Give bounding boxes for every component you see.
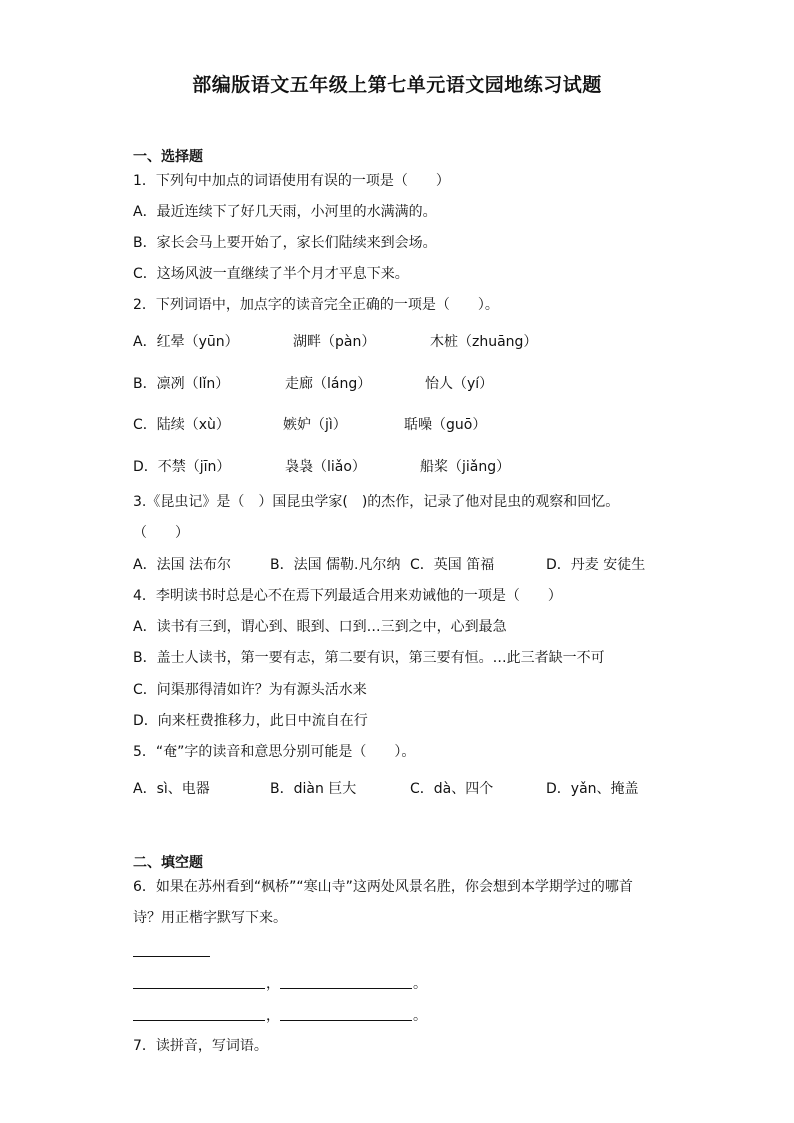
q3-option-a: A．法国 法布尔 <box>133 557 232 573</box>
q2-option-a-word3: 木桩（zhuāng） <box>430 334 538 350</box>
q2-option-b-word2: 走廊（láng） <box>285 376 372 392</box>
q6-line2-blank1[interactable] <box>133 1020 265 1021</box>
q6-line2-period: 。 <box>413 1008 427 1024</box>
q4-option-d: D．向来枉费推移力，此日中流自在行 <box>133 713 368 729</box>
q1-stem: 1．下列句中加点的词语使用有误的一项是（ ） <box>133 173 450 189</box>
q2-option-c-word2: 嫉妒（jì） <box>283 417 347 433</box>
q2-option-d-word1: D．不禁（jīn） <box>133 459 231 475</box>
q4-option-b: B．盖士人读书，第一要有志，第二要有识，第三要有恒。…此三者缺一不可 <box>133 650 605 666</box>
q2-option-a-word1: A．红晕（yūn） <box>133 334 239 350</box>
q6-line1-blank2[interactable] <box>280 988 412 989</box>
q6-line1-period: 。 <box>413 976 427 992</box>
q2-option-a-word2: 湖畔（pàn） <box>293 334 376 350</box>
q3-option-d: D．丹麦 安徒生 <box>546 557 646 573</box>
q3-answer-paren: （ ） <box>133 525 189 541</box>
q6-stem-line2: 诗？用正楷字默写下来。 <box>133 910 287 926</box>
q5-option-c: C．dà、四个 <box>410 781 494 797</box>
q2-option-c-word3: 聒噪（guō） <box>404 417 487 433</box>
q5-option-a: A．sì、电器 <box>133 781 210 797</box>
section-heading-fill: 二、填空题 <box>133 855 203 871</box>
q4-stem: 4．李明读书时总是心不在焉下列最适合用来劝诫他的一项是（ ） <box>133 588 562 604</box>
q1-option-c: C．这场风波一直继续了半个月才平息下来。 <box>133 266 409 282</box>
section-heading-choice: 一、选择题 <box>133 149 203 165</box>
page-title: 部编版语文五年级上第七单元语文园地练习试题 <box>192 74 602 96</box>
q1-option-a: A．最近连续下了好几天雨，小河里的水满满的。 <box>133 204 437 220</box>
q2-option-c-word1: C．陆续（xù） <box>133 417 230 433</box>
q4-option-a: A．读书有三到，谓心到、眼到、口到…三到之中，心到最急 <box>133 619 507 635</box>
q6-title-blank[interactable] <box>133 956 210 957</box>
q5-option-b: B．diàn 巨大 <box>270 781 357 797</box>
q4-option-c: C．问渠那得清如许？为有源头活水来 <box>133 682 367 698</box>
q2-option-b-word1: B．凛冽（lǐn） <box>133 376 230 392</box>
q7-stem: 7．读拼音，写词语。 <box>133 1038 268 1054</box>
q6-stem-line1: 6．如果在苏州看到“枫桥”“寒山寺”这两处风景名胜，你会想到本学期学过的哪首 <box>133 879 633 895</box>
q3-option-c: C．英国 笛福 <box>410 557 495 573</box>
q2-option-b-word3: 怡人（yí） <box>425 376 494 392</box>
q5-stem: 5．“奄”字的读音和意思分别可能是（ ）。 <box>133 744 416 760</box>
q6-line2-comma: ， <box>266 1008 280 1024</box>
q2-option-d-word3: 船桨（jiǎng） <box>420 459 511 475</box>
q6-line1-blank1[interactable] <box>133 988 265 989</box>
q3-stem: 3.《昆虫记》是（ ）国昆虫学家( )的杰作，记录了他对昆虫的观察和回忆。 <box>133 494 620 510</box>
q3-option-b: B．法国 儒勒.凡尔纳 <box>270 557 401 573</box>
q1-option-b: B．家长会马上要开始了，家长们陆续来到会场。 <box>133 235 437 251</box>
q2-option-d-word2: 袅袅（liǎo） <box>285 459 366 475</box>
q2-stem: 2．下列词语中，加点字的读音完全正确的一项是（ ）。 <box>133 297 499 313</box>
q6-line1-comma: ， <box>266 976 280 992</box>
q6-line2-blank2[interactable] <box>280 1020 412 1021</box>
q5-option-d: D．yǎn、掩盖 <box>546 781 639 797</box>
